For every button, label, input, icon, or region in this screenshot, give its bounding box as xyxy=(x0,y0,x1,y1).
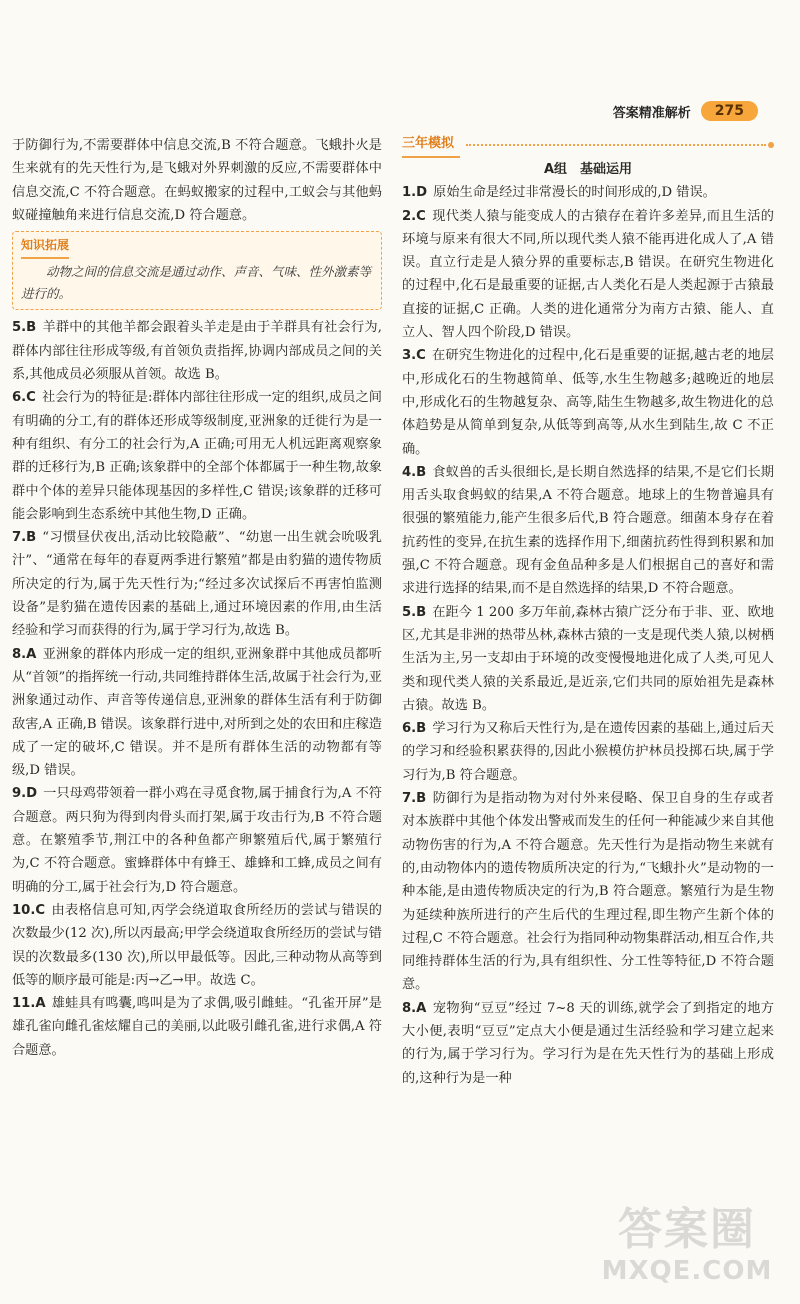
answer-number: 3.C xyxy=(402,348,426,364)
answer-text: 原始生命是经过非常漫长的时间形成的,D 错误。 xyxy=(433,185,716,201)
answer-number: 9.D xyxy=(12,786,38,802)
tip-body: 动物之间的信息交流是通过动作、声音、气味、性外激素等进行的。 xyxy=(21,264,372,302)
answer-number: 10.C xyxy=(12,902,46,918)
answer-text: 防御行为是指动物为对付外来侵略、保卫自身的生存或者对本族群中其他个体发出警戒而发生的任何一种能减少来自其他动物伤害的行为,A 不符合题意。先天性行为是指动物生来就有的,由动物体内的遗传物质所决定的行为,“飞蛾扑火”是动物的一种本能,是由遗传物质决定的行为,B 符合题意。繁殖行为是生物为延续种族所进行的产生后代的生理过程,即生物产生新个体的过程,C 不符合题意。社会行为指同种动物集群活动,相互合作,共同维持群体生活的行为,具有组织性、分工性等特征,D 不符合题意。 xyxy=(402,791,774,993)
section-divider xyxy=(466,144,766,146)
answer-text: 羊群中的其他羊都会跟着头羊走是由于羊群具有社会行为,群体内部往往形成等级,有首领负责指挥,协调内部成员之间的关系,其他成员必须服从首领。故选 B。 xyxy=(12,320,382,383)
watermark-line2: MXQE.COM xyxy=(601,1256,773,1286)
answer-number: 7.B xyxy=(402,791,427,807)
answer-item xyxy=(402,344,774,460)
answer-number: 11.A xyxy=(12,996,46,1012)
page-header xyxy=(613,98,758,124)
answer-number: 5.B xyxy=(402,604,427,620)
answer-number: 7.B xyxy=(12,530,37,546)
answer-number: 6.B xyxy=(402,721,427,737)
left-answer-list xyxy=(12,316,382,1062)
answer-number: 5.B xyxy=(12,320,37,336)
answer-item xyxy=(402,787,774,997)
knowledge-tip-box xyxy=(12,231,382,310)
answer-text: 在研究生物进化的过程中,化石是重要的证据,越古老的地层中,形成化石的生物越简单、低等,水生生物越多;越晚近的地层中,形成化石的生物越复杂、高等,陆生生物越多,故生物进化的总体趋势是从简单到复杂,从低等到高等,从水生到陆生,故 C 不正确。 xyxy=(402,348,774,457)
answer-text: 雄蛙具有鸣囊,鸣叫是为了求偶,吸引雌蛙。“孔雀开屏”是雄孔雀向雌孔雀炫耀自己的美丽,以此吸引雌孔雀,进行求偶,A 符合题意。 xyxy=(12,996,382,1058)
header-title: 答案精准解析 xyxy=(612,105,691,121)
answer-item xyxy=(12,992,382,1062)
answer-item xyxy=(12,899,382,992)
answer-text: 现代类人猿与能变成人的古猿存在着许多差异,而且生活的环境与原来有很大不同,所以现代类人猿不能再进化成人了,A 错误。直立行走是人猿分界的重要标志,B 错误。在研究生物进化的过程中,化石是最重要的证据,古人类化石是人类起源于古猿最直接的证据,C 正确。人类的进化通常分为南方古猿、能人、直立人、智人四个阶段,D 错误。 xyxy=(402,208,774,341)
section-label: 三年模拟 xyxy=(402,132,460,157)
section-header xyxy=(402,134,774,156)
answer-text: 食蚁兽的舌头很细长,是长期自然选择的结果,不是它们长期用舌头取食蚂蚁的结果,A 不符合题意。地球上的生物普遍具有很强的繁殖能力,能产生很多后代,B 符合题意。细菌本身存在着抗药性的变异,在抗生素的选择作用下,细菌抗药性得到积累和加强,C 不符合题意。现有金鱼品种多是人们根据自己的喜好和需求进行选择的结果,而不是自然选择的结果,D 不符合题意。 xyxy=(402,464,774,597)
right-column xyxy=(402,134,774,1090)
watermark-line1: 答案圈 xyxy=(618,1204,756,1255)
section-dot-icon xyxy=(768,142,774,148)
left-column xyxy=(12,134,382,1062)
answer-text: 由表格信息可知,丙学会绕道取食所经历的尝试与错误的次数最少(12 次),所以丙最高;甲学会绕道取食所经历的尝试与错误的次数最多(130 次),所以甲最低等。因此,三种动物从高等到低等的顺序最可能是:丙→乙→甲。故选 C。 xyxy=(12,902,382,988)
answer-item xyxy=(402,205,774,345)
right-answer-list xyxy=(402,181,774,1090)
answer-number: 1.D xyxy=(402,185,428,201)
answer-item xyxy=(12,386,382,526)
answer-number: 8.A xyxy=(12,646,37,662)
page-number-badge: 275 xyxy=(701,101,758,121)
answer-item xyxy=(12,316,382,386)
answer-number: 2.C xyxy=(402,208,426,224)
answer-text: “习惯昼伏夜出,活动比较隐蔽”、“幼崽一出生就会吮吸乳汁”、“通常在每年的春夏两季进行繁殖”都是由豹猫的遗传物质所决定的行为,属于先天性行为;“经过多次试探后不再害怕监测设备”是豹猫在遗传因素的基础上,通过环境因素的作用,由生活经验和学习而获得的行为,属于学习行为,故选 B。 xyxy=(12,530,382,639)
answer-item xyxy=(402,601,774,717)
answer-text: 宠物狗“豆豆”经过 7~8 天的训练,就学会了到指定的地方大小便,表明“豆豆”定点大小便是通过生活经验和学习建立起来的行为,属于学习行为。学习行为是在先天性行为的基础上形成的,这种行为是一种 xyxy=(402,1000,774,1086)
answer-item xyxy=(402,181,774,204)
answer-text: 一只母鸡带领着一群小鸡在寻觅食物,属于捕食行为,A 不符合题意。两只狗为得到肉骨头而打架,属于攻击行为,B 不符合题意。在繁殖季节,荆江中的各种鱼都产卵繁殖后代,属于繁殖行为,C 不符合题意。蜜蜂群体中有蜂王、雄蜂和工蜂,成员之间有明确的分工,属于社会行为,D 符合题意。 xyxy=(12,786,382,895)
answer-text: 社会行为的特征是:群体内部往往形成一定的组织,成员之间有明确的分工,有的群体还形成等级制度,亚洲象的迁徙行为是一种有组织、有分工的社会行为,A 正确;可用无人机远距离观察象群的迁移行为,B 正确;该象群中的全部个体都属于一种生物,故象群中个体的差异只能体现基因的多样性,C 错误;该象群的迁移可能会影响到生态系统中其他生物,D 正确。 xyxy=(12,390,382,522)
tip-title: 知识拓展 xyxy=(21,234,69,259)
answer-item xyxy=(402,461,774,601)
answer-item xyxy=(12,643,382,783)
watermark-logo xyxy=(592,1204,782,1296)
answer-number: 4.B xyxy=(402,464,427,480)
answer-item xyxy=(12,782,382,898)
answer-number: 8.A xyxy=(402,1000,427,1016)
group-title: A组 基础运用 xyxy=(543,162,633,177)
answer-text: 学习行为又称后天性行为,是在遗传因素的基础上,通过后天的学习和经验积累获得的,因此小猴模仿护林员投掷石块,属于学习行为,B 符合题意。 xyxy=(402,721,774,783)
answer-item xyxy=(12,526,382,642)
answer-number: 6.C xyxy=(12,390,36,406)
answer-item xyxy=(402,717,774,787)
answer-text: 在距今 1 200 多万年前,森林古猿广泛分布于非、亚、欧地区,尤其是非洲的热带丛林,森林古猿的一支是现代类人猿,以树栖生活为主,另一支却由于环境的改变慢慢地进化成了人类,可见人类和现代类人猿的关系最近,是近亲,它们共同的原始祖先是森林古猿。故选 B。 xyxy=(402,604,774,713)
answer-text: 亚洲象的群体内形成一定的组织,亚洲象群中其他成员都听从“首领”的指挥统一行动,共同维持群体生活,故属于社会行为,亚洲象通过动作、声音等传递信息,亚洲象的群体生活有利于防御敌害,A 正确,B 错误。该象群行进中,对所到之处的农田和庄稼造成了一定的破坏,C 错误。并不是所有群体生活的动物都有等级,D 错误。 xyxy=(12,646,382,779)
answer-item xyxy=(402,997,774,1090)
continued-paragraph: 于防御行为,不需要群体中信息交流,B 不符合题意。飞蛾扑火是生来就有的先天性行为,是飞蛾对外界刺激的反应,不需要群体中信息交流,C 不符合题意。在蚂蚁搬家的过程中,工蚁会与其他蚂蚁碰撞触角来进行信息交流,D 符合题意。 xyxy=(12,138,382,223)
